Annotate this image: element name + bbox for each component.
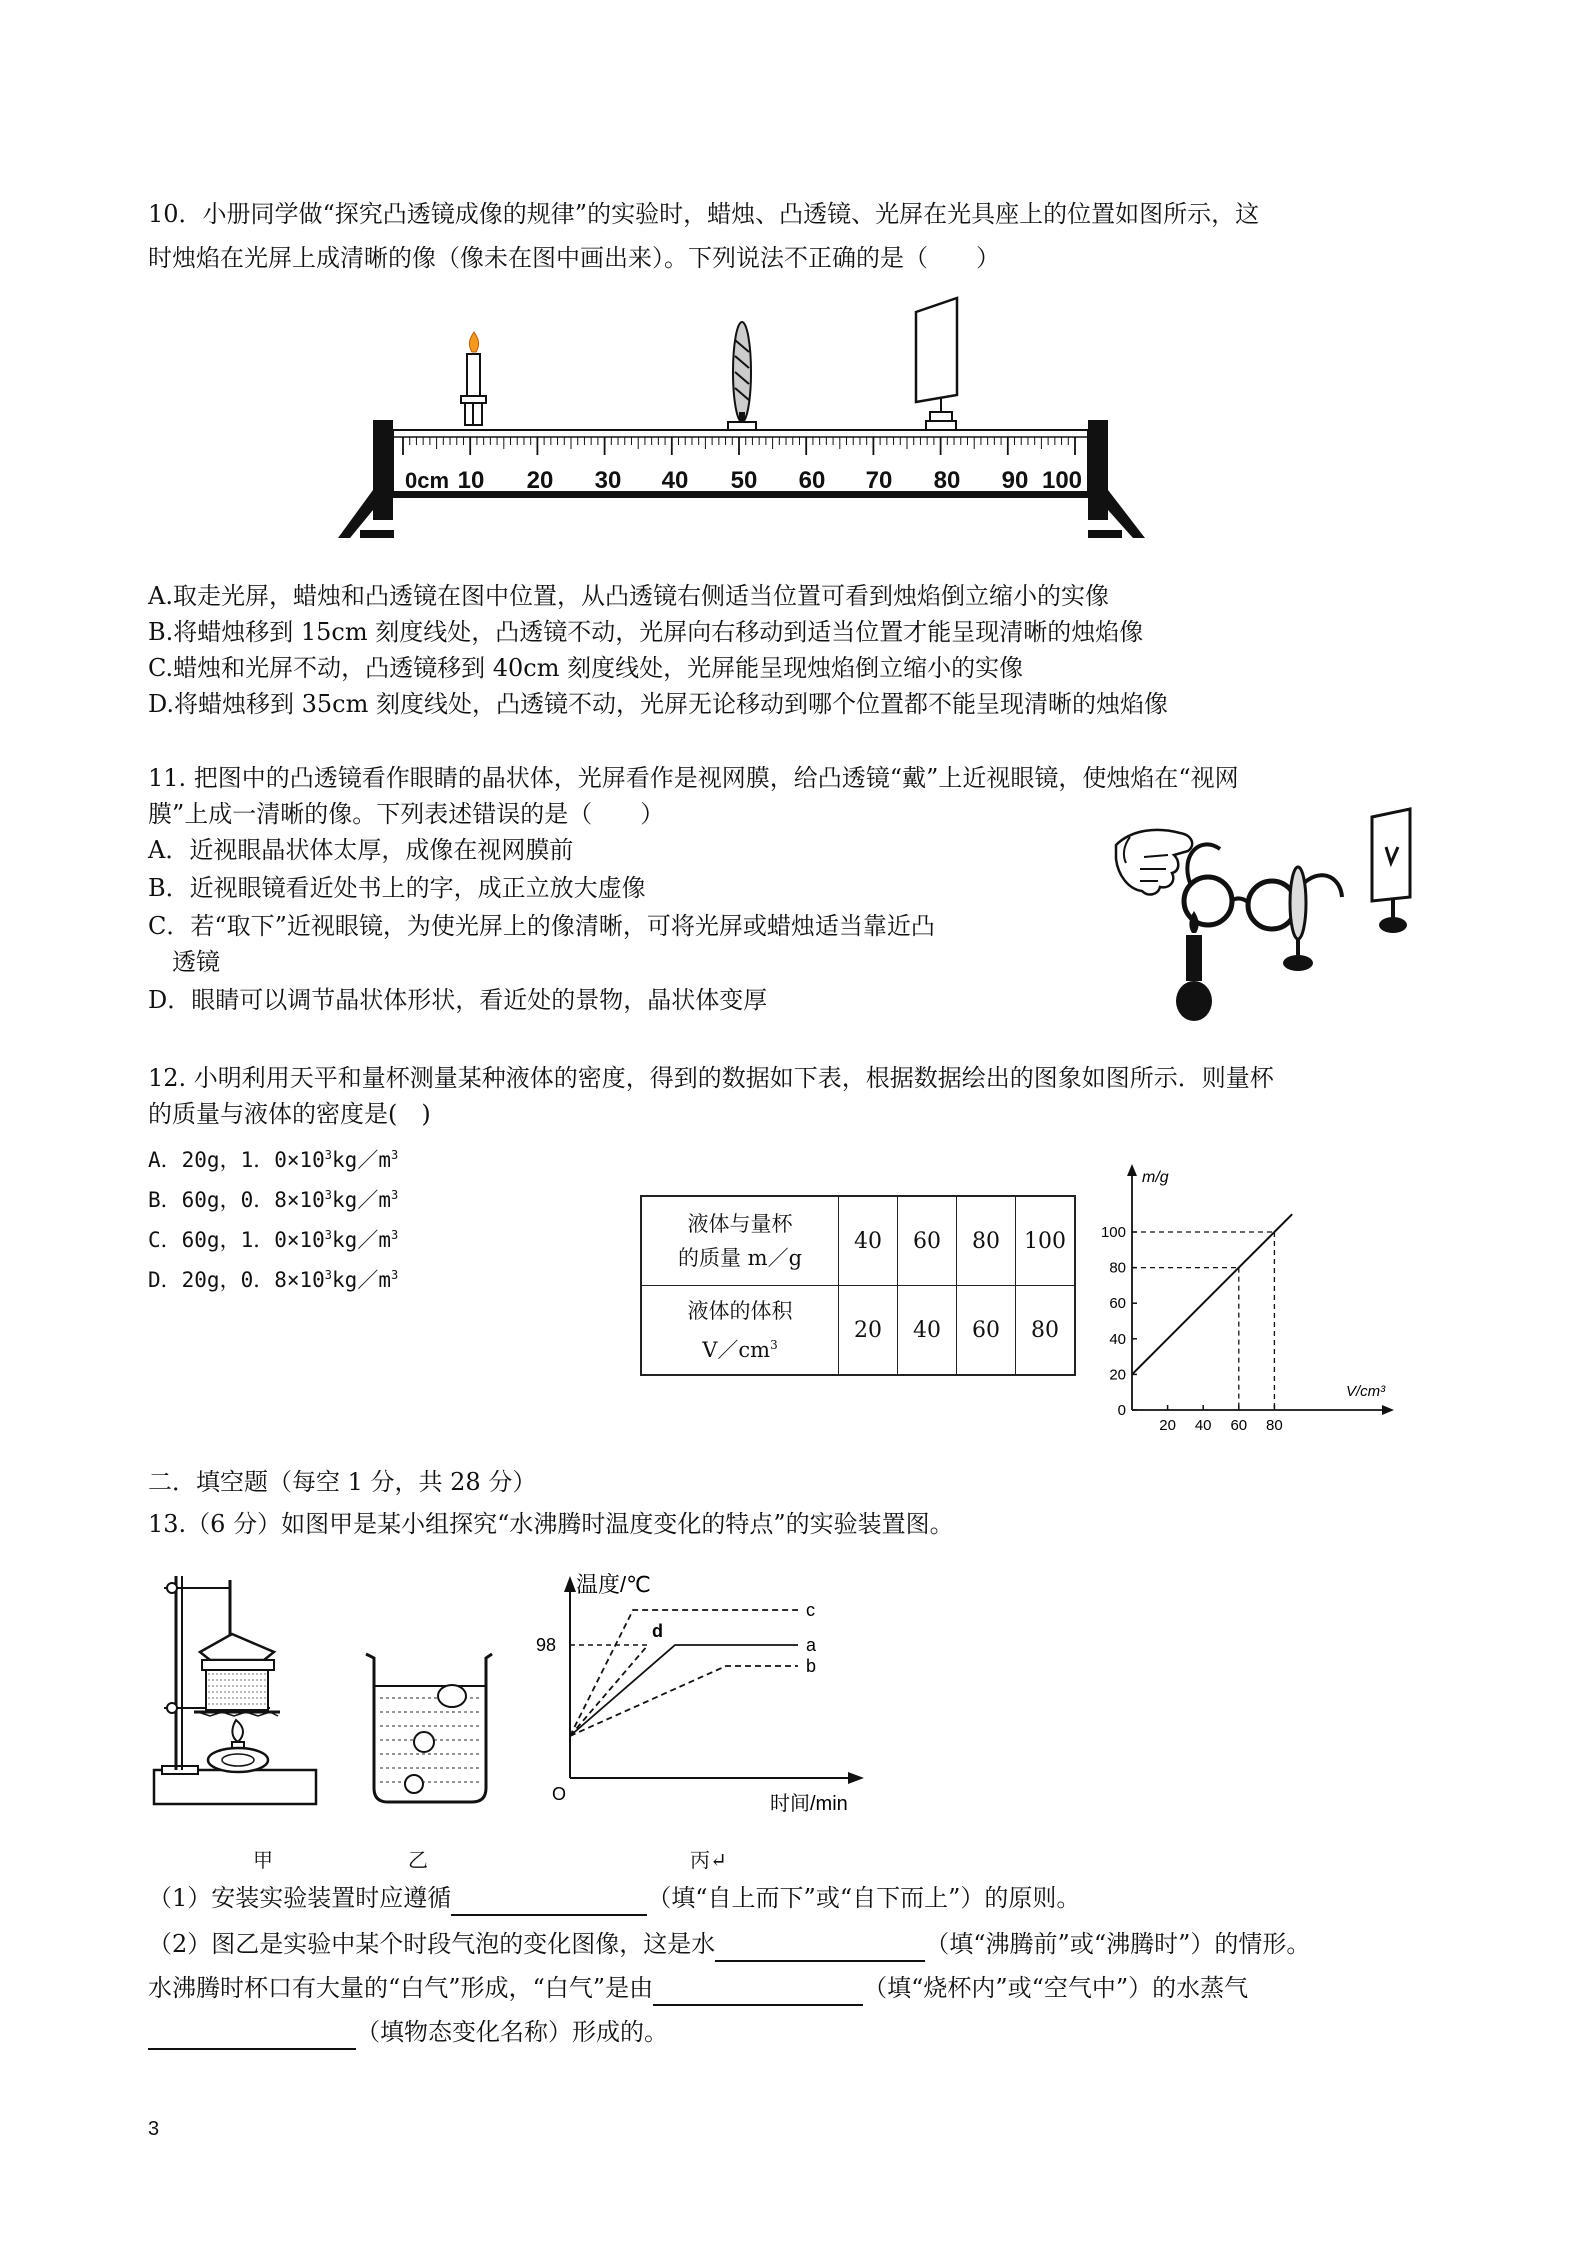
y-axis-label: m/g	[1142, 1169, 1169, 1186]
bench-right-stand	[1088, 420, 1145, 538]
beaker-lid-icon	[200, 1634, 274, 1670]
q10-option-b: B.将蜡烛移到 15cm 刻度线处，凸透镜不动，光屏向右移动到适当位置才能呈现清晰的烛焰像	[148, 618, 1144, 646]
q11-stem-line2: 膜”上成一清晰的像。下列表述错误的是（ ）	[148, 800, 665, 828]
q11-option-d: D．眼睛可以调节晶状体形状，看近处的景物，晶状体变厚	[148, 986, 768, 1014]
ruler-label-100: 100	[1041, 467, 1083, 494]
convex-lens-icon	[1283, 867, 1313, 971]
y-tick-label: 100	[1100, 1224, 1126, 1241]
ruler-label-50: 50	[730, 467, 758, 494]
x-tick-label: 40	[1194, 1417, 1212, 1434]
series-label-d: d	[652, 1621, 663, 1641]
q10-stem-line1: 10．小册同学做“探究凸透镜成像的规律”的实验时，蜡烛、凸透镜、光屏在光具座上的位置如图所示，这	[148, 200, 1260, 228]
myopia-glasses-figure	[1110, 805, 1440, 1025]
q12-option-c: C．60g，1．$0\times 10^3kg/m^3$	[148, 1228, 399, 1252]
x-tick-label: 60	[1230, 1417, 1248, 1434]
bench-left-stand	[338, 420, 394, 538]
table-header-mass: 液体与量杯 的质量 m／g	[641, 1196, 839, 1286]
q13-stem-line1: 13.（6 分）如图甲是某小组探究“水沸腾时温度变化的特点”的实验装置图。	[148, 1510, 954, 1538]
temperature-time-chart	[530, 1568, 890, 1823]
y-tick-label: 0	[1117, 1402, 1126, 1419]
bubble-small	[405, 1775, 423, 1793]
answer-blank-2[interactable]	[715, 1934, 925, 1962]
answer-blank-4[interactable]	[148, 2022, 356, 2050]
retina-screen-icon	[1372, 809, 1410, 933]
ruler-label-70: 70	[865, 467, 893, 494]
page-number: 3	[148, 2118, 160, 2140]
data-line	[1132, 1214, 1292, 1374]
hand-icon	[1116, 830, 1192, 895]
table-cell: 40	[839, 1196, 898, 1286]
q13-sub2-line3: （填物态变化名称）形成的。	[148, 2014, 668, 2050]
ruler-label-40: 40	[661, 467, 689, 494]
table-cell: 20	[839, 1286, 898, 1376]
candle-icon	[1176, 911, 1212, 1021]
x-tick-label: 20	[1159, 1417, 1176, 1434]
series-label-b: b	[806, 1656, 817, 1676]
convex-lens-icon	[728, 322, 756, 438]
answer-blank-1[interactable]	[451, 1888, 647, 1916]
y-tick-label: 80	[1109, 1259, 1126, 1277]
ruler-label-60: 60	[798, 467, 826, 494]
origin-label: O	[552, 1784, 567, 1804]
q12-option-b: B．60g，0．$8\times 10^3kg/m^3$	[148, 1188, 399, 1212]
q12-stem-line2: 的质量与液体的密度是( )	[148, 1100, 431, 1128]
q10-option-d: D.将蜡烛移到 35cm 刻度线处，凸透镜不动，光屏无论移动到哪个位置都不能呈现清晰的烛焰像	[148, 690, 1169, 718]
series-label-c: c	[806, 1600, 815, 1620]
boiling-apparatus-figure	[150, 1570, 320, 1820]
q11-option-b: B．近视眼镜看近处书上的字，成正立放大虚像	[148, 874, 646, 902]
table-row	[641, 1196, 1075, 1286]
table-header-volume: 液体的体积 $V/cm^3$	[641, 1286, 839, 1376]
density-data-table	[640, 1195, 1076, 1376]
table-cell: 80	[957, 1196, 1016, 1286]
table-cell: 60	[957, 1286, 1016, 1376]
ruler-label-90: 90	[1001, 467, 1029, 494]
x-axis-arrow	[1382, 1405, 1394, 1415]
q13-sub2: （2）图乙是实验中某个时段气泡的变化图像，这是水 （填“沸腾前”或“沸腾时”）的情形。	[148, 1926, 1310, 1962]
table-cell: 100	[1016, 1196, 1076, 1286]
y-axis-arrow	[1127, 1164, 1137, 1176]
y-tick-label: 20	[1109, 1366, 1126, 1384]
x-axis-arrow	[848, 1772, 864, 1784]
q11-option-c: C．若“取下”近视眼镜，为使光屏上的像清晰，可将光屏或蜡烛适当靠近凸	[148, 912, 935, 940]
q11-stem-line1: 11. 把图中的凸透镜看作眼睛的晶状体，光屏看作是视网膜，给凸透镜“戴”上近视眼镜，使烛焰在“视网	[148, 764, 1239, 792]
series-line-c	[570, 1610, 798, 1736]
ruler-label-10: 10	[457, 467, 485, 494]
glasses-icon	[1184, 844, 1342, 929]
figure-caption-jia: 甲	[253, 1848, 273, 1872]
q13-sub1: （1）安装实验装置时应遵循 （填“自上而下”或“自下而上”）的原则。	[148, 1880, 1080, 1916]
q12-stem-line1: 12. 小明利用天平和量杯测量某种液体的密度，得到的数据如下表，根据数据绘出的图象如图所示．则量杯	[148, 1064, 1274, 1092]
x-axis-label: 时间/min	[770, 1793, 848, 1815]
y-tick-label: 60	[1109, 1295, 1126, 1313]
ruler-label-20: 20	[526, 467, 554, 494]
beaker-icon	[194, 1670, 280, 1716]
q10-option-a: A.取走光屏，蜡烛和凸透镜在图中位置，从凸透镜右侧适当位置可看到烛焰倒立缩小的实像	[148, 582, 1109, 610]
table-cell: 60	[898, 1196, 957, 1286]
y-tick-label: 40	[1109, 1330, 1126, 1348]
q10-stem-line2: 时烛焰在光屏上成清晰的像（像未在图中画出来）。下列说法不正确的是（ ）	[148, 244, 1000, 272]
bubble-large	[438, 1685, 466, 1707]
y-axis-label: 温度/℃	[576, 1572, 651, 1597]
table-cell: 80	[1016, 1286, 1076, 1376]
optical-bench-figure	[330, 290, 1160, 540]
q11-option-a: A．近视眼晶状体太厚，成像在视网膜前	[148, 836, 574, 864]
candle-icon	[461, 332, 486, 425]
y-axis-arrow	[564, 1576, 576, 1592]
x-axis-label: V/cm³	[1346, 1383, 1386, 1400]
q13-sub2-line2: 水沸腾时杯口有大量的“白气”形成，“白气”是由 （填“烧杯内”或“空气中”）的水蒸气	[148, 1970, 1248, 2006]
alcohol-burner-icon	[208, 1720, 268, 1772]
figure-caption-yi: 乙	[408, 1848, 428, 1872]
bubble-medium	[414, 1732, 434, 1752]
q10-option-c: C.蜡烛和光屏不动，凸透镜移到 40cm 刻度线处，光屏能呈现烛焰倒立缩小的实像	[148, 654, 1024, 682]
table-cell: 40	[898, 1286, 957, 1376]
ruler-label-0cm: 0cm	[405, 468, 450, 493]
series-label-a: a	[806, 1635, 817, 1655]
x-tick-label: 80	[1266, 1417, 1283, 1434]
beaker-icon	[366, 1654, 492, 1802]
ruler-label-30: 30	[594, 467, 622, 494]
mass-volume-chart	[1090, 1160, 1430, 1435]
answer-blank-3[interactable]	[653, 1978, 863, 2006]
bubble-beaker-figure	[360, 1648, 500, 1808]
y-tick-label: 98	[536, 1635, 557, 1655]
q11-option-c-cont: 透镜	[172, 948, 220, 976]
light-screen-icon	[916, 298, 957, 435]
figure-caption-bing: 丙↵	[690, 1848, 727, 1872]
table-row	[641, 1286, 1075, 1376]
q12-option-a: A．20g，1．$0\times 10^3kg/m^3$	[148, 1148, 399, 1172]
series-line-d	[570, 1645, 648, 1736]
ruler-label-80: 80	[933, 467, 961, 494]
section-title: 二．填空题（每空 1 分，共 28 分）	[148, 1468, 537, 1496]
series-line-a	[570, 1645, 798, 1736]
q12-option-d: D．20g，0．$8\times 10^3kg/m^3$	[148, 1268, 399, 1292]
series-line-b	[570, 1666, 798, 1736]
